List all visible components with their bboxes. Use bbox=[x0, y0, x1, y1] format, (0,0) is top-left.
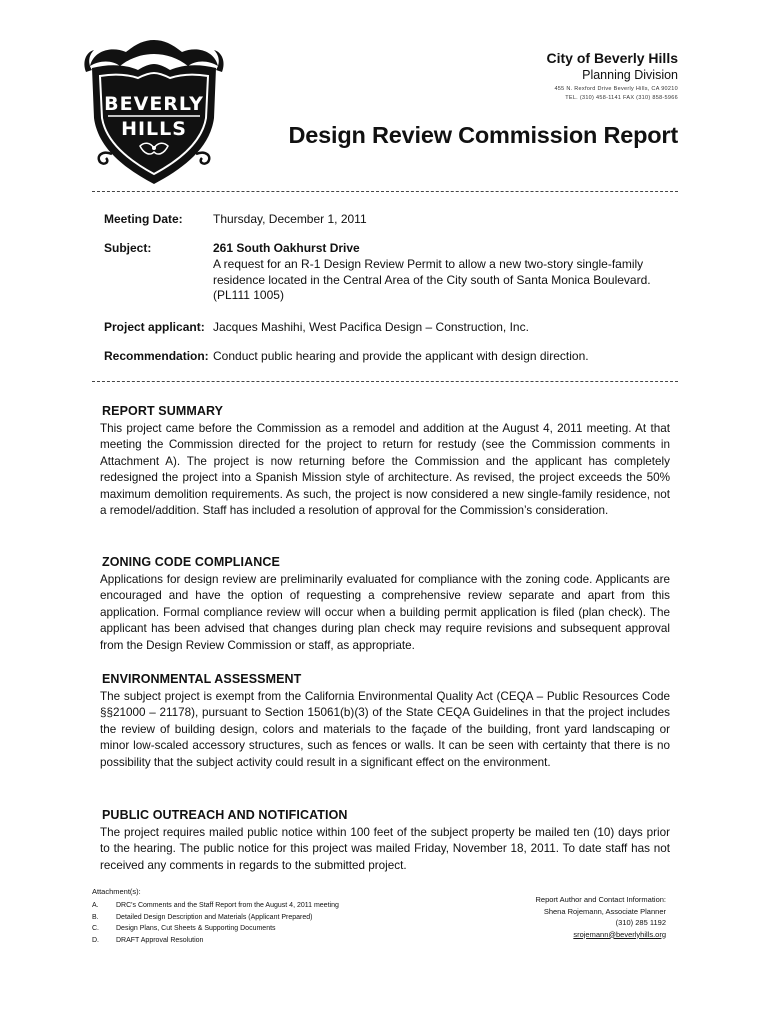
meeting-date-value: Thursday, December 1, 2011 bbox=[213, 212, 367, 226]
environmental-heading: ENVIRONMENTAL ASSESSMENT bbox=[102, 672, 302, 686]
header-phone: TEL. (310) 458-1141 FAX (310) 858-5966 bbox=[565, 95, 678, 101]
attachment-item: C. Design Plans, Cut Sheets & Supporting Documents bbox=[92, 925, 276, 932]
report-summary-body: This project came before the Commission as a remodel and addition at the August 4, 2011 meeting. At that meeting the Commission directed for the project to return for restudy (see the Commission comments in Attachment A). The project is now returning before the Commission and the applicant has completely redesigned the project into a Spanish Mission style of architecture. As revised, the project exceeds the 50% maximum demolition requirements. As such, the project is now considered a new single-family residence, not a remodel/addition. Staff has included a resolution of approval for the Commission’s consideration. bbox=[100, 422, 670, 518]
zoning-heading: ZONING CODE COMPLIANCE bbox=[102, 555, 280, 569]
logo-text-hills: HILLS bbox=[121, 118, 187, 140]
environmental-body: The subject project is exempt from the California Environmental Quality Act (CEQA – Public Resources Code §§21000 – 21178), pursuant to Section 15061(b)(3) of the State CEQA Guidelines in that the project includes the review of building design, colors and materials to the façade of the building, front yard landscaping or minor low-scaled accessory structures, such as fences or walls. It can be seen with certainty that there is no possibility that the subject activity could result in a significant effect on the environment. bbox=[100, 690, 670, 769]
divider-top bbox=[92, 191, 678, 192]
city-logo bbox=[78, 38, 230, 188]
contact-heading: Report Author and Contact Information: bbox=[535, 895, 666, 904]
header-division: Planning Division bbox=[582, 68, 678, 82]
attachments-list bbox=[92, 900, 339, 946]
applicant-value: Jacques Mashihi, West Pacifica Design – Construction, Inc. bbox=[213, 320, 529, 334]
recommendation-value: Conduct public hearing and provide the applicant with design direction. bbox=[213, 349, 589, 363]
attachment-item: A. DRC's Comments and the Staff Report from the August 4, 2011 meeting bbox=[92, 902, 339, 909]
zoning-body: Applications for design review are preliminarily evaluated for compliance with the zoning code. Applicants are encouraged and have the option of requesting a comprehensive review separate and apart from this application. Formal compliance review will occur when a building permit application is filed (plan check). The applicant has been advised that changes during plan check may require revisions and subsequent approval from the Design Review Commission or staff, as appropriate. bbox=[100, 573, 670, 652]
logo-text-beverly: BEVERLY bbox=[104, 93, 204, 115]
divider-bottom bbox=[92, 381, 678, 382]
contact-name: Shena Rojemann, Associate Planner bbox=[543, 906, 666, 916]
header-address: 455 N. Rexford Drive Beverly Hills, CA 90210 bbox=[554, 86, 678, 92]
meeting-date-label: Meeting Date: bbox=[104, 212, 183, 226]
attachments-heading: Attachment(s): bbox=[92, 887, 141, 896]
subject-description: A request for an R-1 Design Review Permit to allow a new two-story single-family residence located in the Central Area of the City south of Santa Monica Boulevard. (PL111 1005) bbox=[213, 257, 651, 302]
report-summary-heading: REPORT SUMMARY bbox=[102, 404, 224, 418]
subject-title: 261 South Oakhurst Drive bbox=[213, 241, 360, 255]
contact-block bbox=[536, 894, 667, 940]
contact-email-link[interactable]: srojemann@beverlyhills.org bbox=[573, 929, 666, 939]
subject-label: Subject: bbox=[104, 241, 152, 255]
attachment-item: B. Detailed Design Description and Materials (Applicant Prepared) bbox=[92, 913, 313, 921]
outreach-body: The project requires mailed public notice within 100 feet of the subject property be mailed ten (10) days prior to the hearing. The public notice for this project was mailed Friday, November 18, 2011. To date staff has not received any comments in regards to the submitted project. bbox=[100, 826, 670, 872]
applicant-label: Project applicant: bbox=[104, 320, 205, 334]
outreach-heading: PUBLIC OUTREACH AND NOTIFICATION bbox=[102, 808, 348, 822]
contact-phone: (310) 285 1192 bbox=[615, 918, 666, 927]
recommendation-label: Recommendation: bbox=[104, 349, 209, 363]
attachment-item: D. DRAFT Approval Resolution bbox=[92, 936, 204, 944]
header-city: City of Beverly Hills bbox=[546, 50, 678, 66]
report-title: Design Review Commission Report bbox=[288, 122, 678, 148]
